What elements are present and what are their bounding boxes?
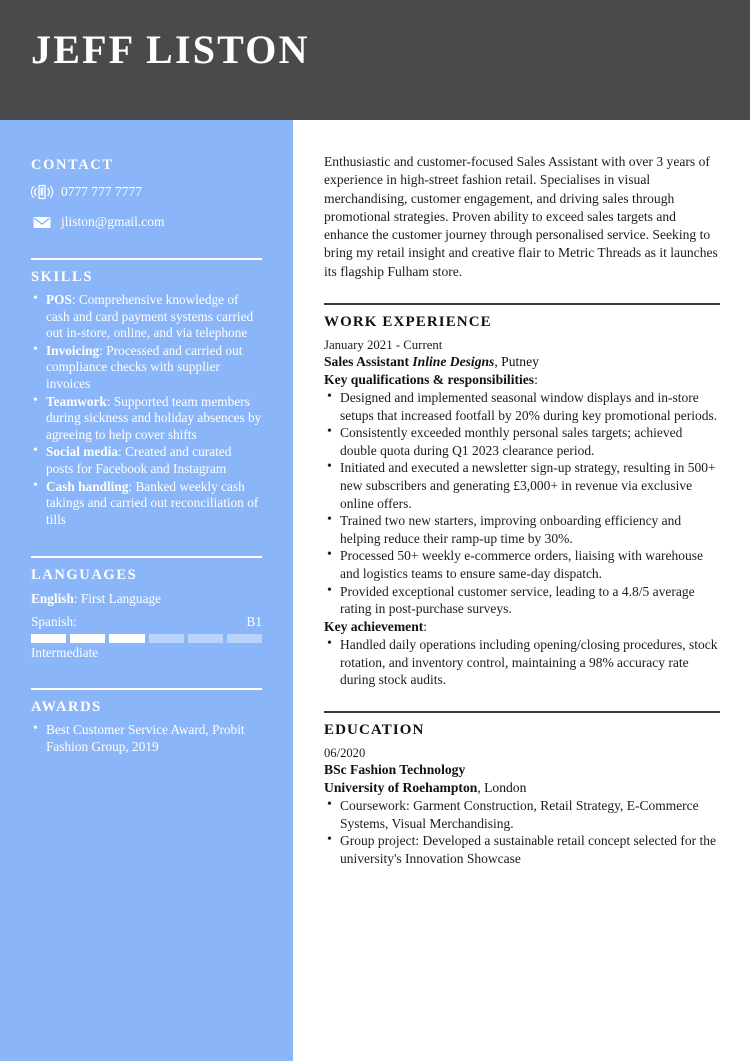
list-item: [31, 292, 262, 342]
skill-text: : Created and curated posts for Facebook and Instagram: [46, 444, 232, 476]
resume-header-band: [0, 0, 750, 120]
candidate-name: JEFF LISTON: [31, 27, 310, 72]
list-item: • Provided exceptional customer service, leading to a 4.8/5 average rating in post-purchase surveys.: [324, 583, 720, 618]
skill-term: Cash handling: [46, 478, 129, 494]
proficiency-segment-filled: [31, 634, 66, 643]
language-secondary-level-name: Intermediate: [31, 645, 99, 661]
awards-divider: [31, 688, 262, 690]
work-experience-divider: [324, 303, 720, 305]
key-achievement-label: [324, 618, 720, 636]
phone-number: 0777 777 7777: [61, 184, 142, 199]
language-secondary-code: B1: [246, 614, 262, 630]
education-school-name: University of Roehampton: [324, 779, 478, 795]
work-experience-section: [324, 303, 720, 689]
list-item: [31, 479, 262, 529]
languages-section: [31, 556, 262, 661]
responsibilities-list: [324, 389, 720, 618]
list-item: • Consistently exceeded monthly personal sales targets; achieved double quota during Q1 2023 clearance period.: [324, 424, 720, 459]
language-secondary-name: Spanish:: [31, 614, 77, 630]
skills-heading: SKILLS: [31, 269, 93, 285]
awards-section: [31, 688, 262, 755]
responsibilities-label-colon: :: [534, 371, 538, 387]
list-item: • Group project: Developed a sustainable retail concept selected for the university's Innovation Showcase: [324, 832, 720, 867]
proficiency-segment-filled: [70, 634, 105, 643]
list-item: • Handled daily operations including opening/closing procedures, stock rotation, and inventory control, maintaining a 98% accuracy rate during stock audits.: [324, 636, 720, 689]
awards-list: [31, 722, 262, 755]
responsibilities-label-text: Key qualifications & responsibilities: [324, 371, 535, 387]
skill-text: : Banked weekly cash takings and carried out reconciliation of tills: [46, 478, 259, 527]
skills-section: [31, 258, 262, 528]
skill-term: Invoicing: [46, 342, 100, 358]
skill-term: Teamwork: [46, 393, 107, 409]
proficiency-segment-empty: [227, 634, 262, 643]
contact-phone-row[interactable]: [31, 180, 262, 204]
education-section: [324, 711, 720, 867]
list-item: • Initiated and executed a newsletter sign-up strategy, resulting in 500+ new subscribers and generating £3,000+ in revenue via exclusive online offers.: [324, 459, 720, 512]
proficiency-segment-filled: [109, 634, 144, 643]
education-list: [324, 797, 720, 867]
email-address: jliston@gmail.com: [61, 214, 165, 229]
envelope-icon: [31, 214, 61, 230]
job-location: , Putney: [494, 354, 539, 370]
list-item: [31, 444, 262, 477]
list-item: [31, 394, 262, 444]
skills-divider: [31, 258, 262, 260]
proficiency-segment-empty: [149, 634, 184, 643]
key-achievement-label-text: Key achievement: [324, 618, 424, 634]
skill-term: Social media: [46, 444, 119, 460]
skill-text: : Processed and carried out compliance checks with supplier invoices: [46, 342, 243, 391]
education-school-location: , London: [477, 779, 527, 795]
professional-summary: Enthusiastic and customer-focused Sales Assistant with over 3 years of experience in high-street fashion retail. Specialises in visual merchandising, customer engagement, and driving sales through promotional strategies. Proven ability to exceed sales targets and enhance the customer journey through personalised service. Seeking to bring my retail insight and creative flair to Metric Threads as it launches its flagship Fulham store.: [324, 154, 718, 279]
education-divider: [324, 711, 720, 713]
skills-list: [31, 292, 262, 528]
list-item: • Best Customer Service Award, Probit Fashion Group, 2019: [31, 722, 262, 755]
list-item: • Trained two new starters, improving onboarding efficiency and helping reduce their ramp-up time by 30%.: [324, 512, 720, 547]
education-date: 06/2020: [324, 746, 366, 761]
education-degree: BSc Fashion Technology: [324, 762, 466, 778]
language-primary-name: English: [31, 591, 74, 607]
list-item: [31, 343, 262, 393]
list-item: • Designed and implemented seasonal window displays and in-store setups that increased footfall by 20% during key promotional periods.: [324, 389, 720, 424]
languages-divider: [31, 556, 262, 558]
responsibilities-label: [324, 371, 720, 389]
mobile-phone-icon: [31, 184, 61, 200]
job-role: Sales Assistant: [324, 354, 413, 370]
education-school-line: [324, 779, 720, 797]
contact-email-row[interactable]: [31, 210, 262, 234]
skill-text: : Supported team members during sickness and holiday absences by agreeing to help cover shifts: [46, 393, 262, 442]
language-primary-level: : First Language: [73, 591, 162, 607]
skill-text: : Comprehensive knowledge of cash and card payment systems carried out in-store, online, and via telephone: [46, 292, 254, 341]
language-proficiency-bar: [31, 634, 262, 643]
job-date-range: January 2021 - Current: [324, 338, 443, 353]
sidebar: [0, 120, 293, 1061]
proficiency-segment-empty: [188, 634, 223, 643]
languages-heading: LANGUAGES: [31, 567, 138, 584]
language-secondary-row: [31, 614, 262, 630]
skill-term: POS: [46, 292, 72, 307]
contact-heading: CONTACT: [31, 157, 114, 173]
job-title-line: [324, 353, 720, 371]
awards-heading: AWARDS: [31, 699, 102, 716]
work-experience-heading: WORK EXPERIENCE: [324, 314, 492, 331]
job-company: Inline Designs: [412, 354, 495, 370]
list-item: • Coursework: Garment Construction, Retail Strategy, E-Commerce Systems, Visual Merchandising.: [324, 797, 720, 832]
main-column: [293, 120, 750, 1061]
list-item: • Processed 50+ weekly e-commerce orders, liaising with warehouse and logistics teams to ensure same-day dispatch.: [324, 547, 720, 582]
key-achievement-label-colon: :: [423, 618, 428, 634]
key-achievement-list: [324, 636, 720, 689]
education-heading: EDUCATION: [324, 722, 425, 739]
language-primary: [31, 590, 262, 607]
contact-section: [31, 120, 262, 234]
